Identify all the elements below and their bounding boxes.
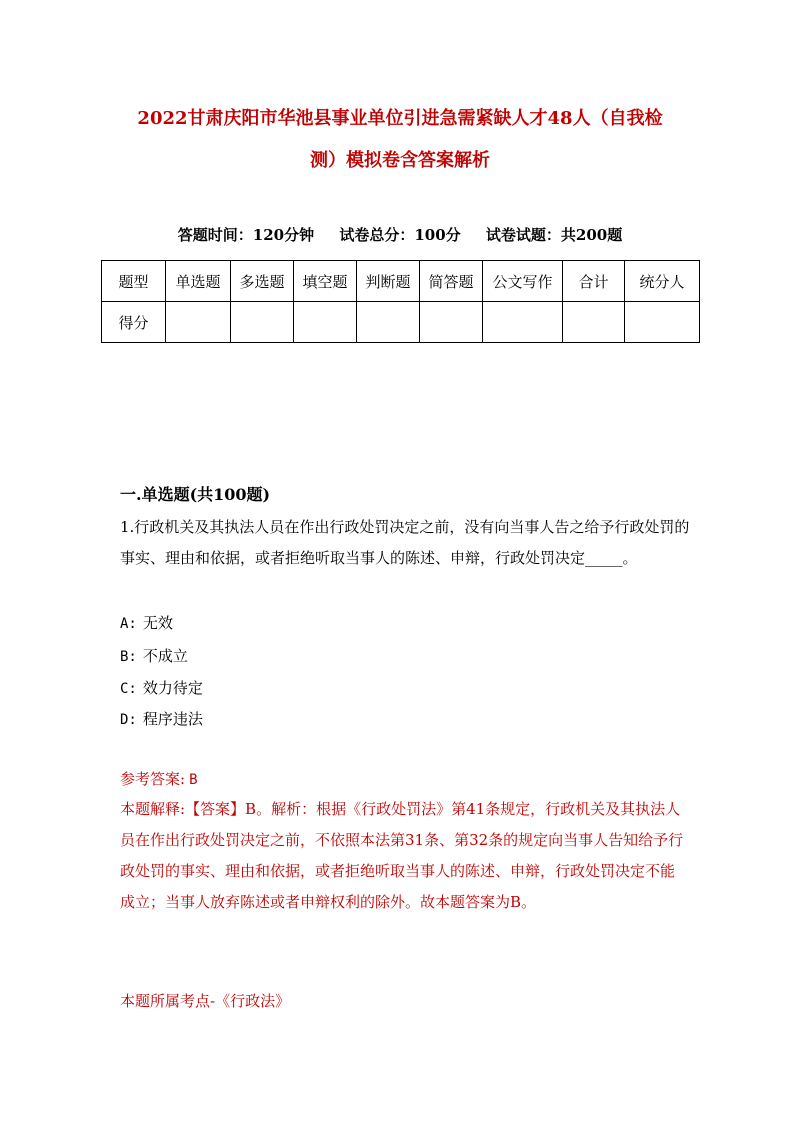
score-cell bbox=[625, 302, 700, 343]
option-text: 无效 bbox=[142, 614, 173, 632]
score-table-header: 题型 bbox=[102, 261, 166, 302]
score-table-header: 简答题 bbox=[420, 261, 483, 302]
option-text: 效力待定 bbox=[142, 679, 203, 697]
option-letter: B: bbox=[120, 649, 137, 665]
score-table-header: 多选题 bbox=[231, 261, 294, 302]
option-a bbox=[120, 612, 173, 633]
score-cell bbox=[563, 302, 625, 343]
option-text: 程序违法 bbox=[142, 710, 203, 728]
option-letter: A: bbox=[120, 616, 137, 632]
option-d bbox=[120, 708, 203, 729]
option-b bbox=[120, 645, 188, 666]
question-topic: 本题所属考点-《行政法》 bbox=[120, 992, 291, 1010]
exam-total-score: 试卷总分：100分 bbox=[339, 226, 461, 244]
answer-label: 参考答案: bbox=[120, 770, 186, 788]
score-cell bbox=[420, 302, 483, 343]
option-c bbox=[120, 677, 203, 698]
exam-time: 答题时间：120分钟 bbox=[177, 226, 315, 244]
exam-question-count: 试卷试题：共200题 bbox=[485, 226, 623, 244]
option-letter: D: bbox=[120, 712, 137, 728]
score-row-label: 得分 bbox=[102, 302, 166, 343]
section-heading: 一.单选题(共100题) bbox=[120, 485, 271, 504]
score-table-header: 统分人 bbox=[625, 261, 700, 302]
exam-info bbox=[0, 224, 800, 245]
question-text: 1.行政机关及其执法人员在作出行政处罚决定之前，没有向当事人告之给予行政处罚的事实、理由和依据，或者拒绝听取当事人的陈述、申辩，行政处罚决定_____。 bbox=[120, 518, 690, 567]
score-table-header: 判断题 bbox=[357, 261, 420, 302]
score-cell bbox=[231, 302, 294, 343]
score-cell bbox=[166, 302, 231, 343]
reference-answer bbox=[120, 768, 198, 789]
score-table-header: 合计 bbox=[563, 261, 625, 302]
score-table bbox=[101, 260, 700, 343]
score-table-header: 单选题 bbox=[166, 261, 231, 302]
score-table-header: 公文写作 bbox=[483, 261, 563, 302]
score-cell bbox=[294, 302, 357, 343]
score-table-header-row bbox=[102, 261, 700, 302]
answer-value: B bbox=[189, 772, 198, 788]
score-cell bbox=[357, 302, 420, 343]
document-title-line2: 测）模拟卷含答案解析 bbox=[310, 150, 490, 171]
option-text: 不成立 bbox=[142, 647, 188, 665]
score-cell bbox=[483, 302, 563, 343]
answer-explanation: 本题解释:【答案】B。解析：根据《行政处罚法》第41条规定，行政机关及其执法人员在作出行政处罚决定之前，不依照本法第31条、第32条的规定向当事人告知给予行政处罚的事实、理由和依据，或者拒绝听取当事人的陈述、申辩，行政处罚决定不能成立；当事人放弃陈述或者申辩权利的除外。故本题答案为B。 bbox=[120, 800, 684, 911]
score-table-score-row bbox=[102, 302, 700, 343]
score-table-header: 填空题 bbox=[294, 261, 357, 302]
option-letter: C: bbox=[120, 681, 137, 697]
document-title-line1: 2022甘肃庆阳市华池县事业单位引进急需紧缺人才48人（自我检 bbox=[137, 108, 663, 129]
